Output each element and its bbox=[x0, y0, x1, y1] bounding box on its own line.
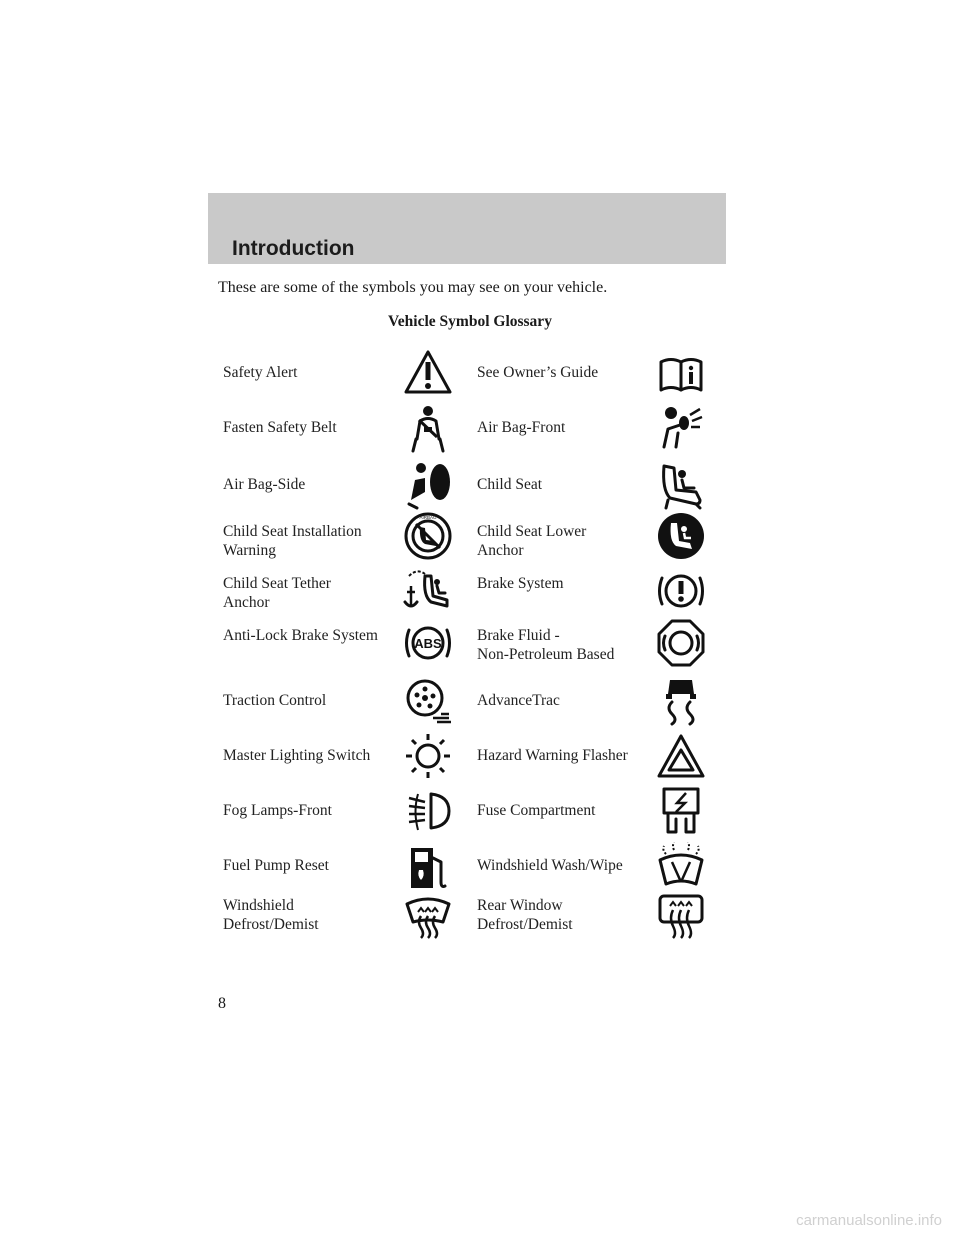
symbol-label bbox=[223, 856, 329, 875]
symbol-label bbox=[477, 418, 565, 437]
symbol-label-line: See Owner’s Guide bbox=[477, 364, 599, 381]
symbol-label-line: Child Seat bbox=[477, 476, 543, 493]
symbol-label-line: Traction Control bbox=[223, 692, 327, 709]
symbol-label-line: Anchor bbox=[477, 542, 524, 559]
symbol-label-line: Fuel Pump Reset bbox=[223, 857, 329, 874]
symbol-label bbox=[477, 363, 598, 382]
symbol-label bbox=[223, 801, 332, 820]
symbol-label bbox=[477, 691, 560, 710]
symbol-label-line: Safety Alert bbox=[223, 364, 298, 381]
symbol-label bbox=[477, 896, 573, 934]
abs-icon bbox=[403, 618, 453, 668]
watermark-text: carmanualsonline.info bbox=[796, 1212, 942, 1229]
symbol-label bbox=[477, 856, 623, 875]
symbol-label bbox=[223, 522, 362, 560]
symbol-label bbox=[223, 475, 305, 494]
symbol-label-line: Fuse Compartment bbox=[477, 802, 596, 819]
symbol-label-line: Windshield bbox=[223, 897, 294, 914]
safety-alert-icon bbox=[403, 348, 453, 398]
symbol-label-line: Fasten Safety Belt bbox=[223, 419, 337, 436]
symbol-label-line: Brake Fluid - bbox=[477, 627, 560, 644]
airbag-side-icon bbox=[403, 460, 453, 510]
traction-control-icon bbox=[403, 676, 453, 726]
symbol-label-line: AdvanceTrac bbox=[477, 692, 560, 709]
windshield-wash-icon bbox=[656, 842, 706, 892]
symbol-label-line: Air Bag-Front bbox=[477, 419, 566, 436]
symbol-label-line: Defrost/Demist bbox=[477, 916, 573, 933]
symbol-label-line: Child Seat Installation bbox=[223, 523, 362, 540]
owners-guide-icon bbox=[656, 348, 706, 398]
child-seat-tether-icon bbox=[403, 566, 453, 616]
child-seat-lower-anchor-icon bbox=[656, 511, 706, 561]
fuse-compartment-icon bbox=[656, 786, 706, 836]
symbol-label-line: Warning bbox=[223, 542, 276, 559]
symbol-label-line: Anti-Lock Brake System bbox=[223, 627, 378, 644]
safety-belt-icon bbox=[403, 403, 453, 453]
section-title: Introduction bbox=[232, 237, 355, 260]
symbol-label bbox=[477, 746, 628, 765]
symbol-label-line: Brake System bbox=[477, 575, 564, 592]
symbol-label bbox=[223, 574, 331, 612]
symbol-label bbox=[223, 896, 319, 934]
symbol-label bbox=[477, 574, 564, 593]
fuel-pump-icon bbox=[403, 842, 453, 892]
lighting-switch-icon bbox=[403, 732, 453, 782]
symbol-label bbox=[477, 801, 595, 820]
symbol-label-line: Child Seat Lower bbox=[477, 523, 587, 540]
abs-icon-text: ABS bbox=[414, 636, 442, 651]
symbol-label bbox=[477, 522, 586, 560]
glossary-title: Vehicle Symbol Glossary bbox=[388, 313, 552, 330]
page-number: 8 bbox=[218, 995, 226, 1012]
symbol-label bbox=[477, 626, 614, 664]
symbol-label-line: Hazard Warning Flasher bbox=[477, 747, 628, 764]
hazard-flasher-icon bbox=[656, 732, 706, 782]
symbol-label bbox=[223, 418, 337, 437]
advancetrac-icon bbox=[656, 676, 706, 726]
symbol-label-line: Defrost/Demist bbox=[223, 916, 319, 933]
symbol-label-line: Non-Petroleum Based bbox=[477, 646, 615, 663]
symbol-label bbox=[223, 363, 297, 382]
symbol-label-line: Air Bag-Side bbox=[223, 476, 306, 493]
brake-fluid-icon bbox=[656, 618, 706, 668]
symbol-label-line: Anchor bbox=[223, 594, 270, 611]
symbol-label bbox=[223, 746, 370, 765]
airbag-front-icon bbox=[656, 403, 706, 453]
child-seat-icon bbox=[656, 460, 706, 510]
symbol-label-line: Master Lighting Switch bbox=[223, 747, 371, 764]
section-header bbox=[208, 193, 726, 264]
symbol-label-line: Windshield Wash/Wipe bbox=[477, 857, 623, 874]
symbol-label bbox=[223, 691, 326, 710]
child-seat-warning-icon bbox=[403, 511, 453, 561]
symbol-label bbox=[477, 475, 542, 494]
windshield-defrost-icon bbox=[403, 890, 453, 940]
brake-system-icon bbox=[656, 566, 706, 616]
symbol-label-line: Child Seat Tether bbox=[223, 575, 331, 592]
intro-text: These are some of the symbols you may see on your vehicle. bbox=[218, 279, 608, 296]
symbol-label-line: Rear Window bbox=[477, 897, 563, 914]
svg-text:AIRBAG: AIRBAG bbox=[419, 515, 437, 520]
fog-lamps-icon bbox=[403, 786, 453, 836]
rear-defrost-icon bbox=[656, 890, 706, 940]
symbol-label bbox=[223, 626, 378, 645]
symbol-label-line: Fog Lamps-Front bbox=[223, 802, 332, 819]
